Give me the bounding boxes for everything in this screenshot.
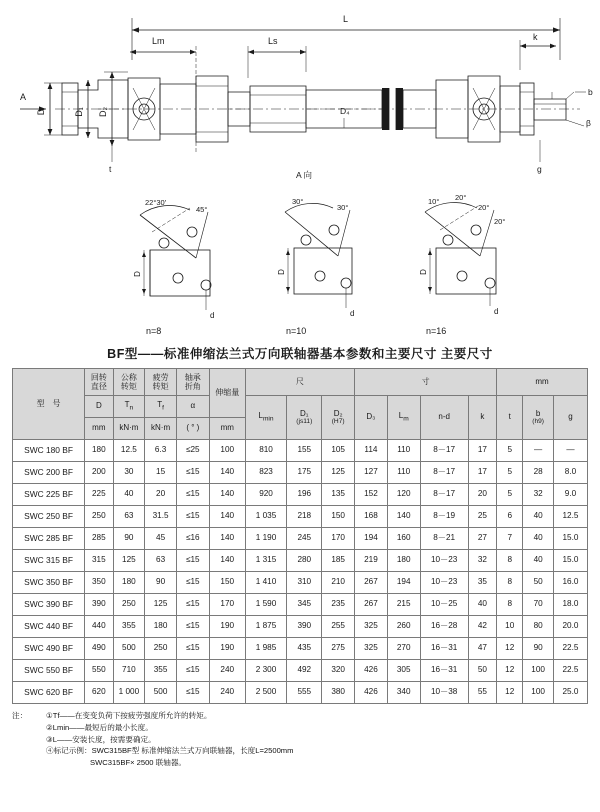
- table-row: [13, 528, 588, 550]
- cell-Lmin: 1 315: [245, 550, 287, 572]
- cell-nd: 8－17: [420, 462, 468, 484]
- cell-b: 40: [523, 506, 554, 528]
- th-dims-group-2: 寸: [355, 369, 497, 396]
- cell-D2: 125: [322, 462, 355, 484]
- cell-nd: 8－19: [420, 506, 468, 528]
- cell-Tf: 15: [145, 462, 177, 484]
- th-col-t: t: [497, 396, 523, 440]
- cell-nd: 10－38: [420, 682, 468, 704]
- cell-Tf: 20: [145, 484, 177, 506]
- cell-k: 47: [468, 638, 496, 660]
- cell-D1: 155: [287, 440, 322, 462]
- note-num-3: ④标记示例：: [46, 746, 92, 756]
- table-row: [13, 484, 588, 506]
- cell-Lm: 260: [387, 616, 420, 638]
- cell-Ls: 140: [209, 528, 245, 550]
- cell-D1: 175: [287, 462, 322, 484]
- cell-D1: 390: [287, 616, 322, 638]
- th-col-Lm: $L_m$: [387, 396, 420, 440]
- cell-t: 12: [497, 660, 523, 682]
- th-col-D2: D₂ (H7): [322, 396, 355, 440]
- cell-model: SWC 250 BF: [13, 506, 85, 528]
- th-dims-group-1: 尺: [245, 369, 354, 396]
- cell-D2: 210: [322, 572, 355, 594]
- cell-b: 80: [523, 616, 554, 638]
- cell-alpha: ≤15: [176, 616, 209, 638]
- note-body-1: 最短后的最小长度。: [84, 722, 153, 732]
- dim-label-D: D: [36, 108, 46, 116]
- th-unit-knm-1: kN·m: [113, 418, 145, 440]
- cell-model: SWC 315 BF: [13, 550, 85, 572]
- note-row-3: [12, 745, 588, 757]
- cell-D3: 426: [355, 682, 388, 704]
- specification-table: [12, 368, 588, 704]
- cell-Lmin: 1 875: [245, 616, 287, 638]
- th-col-Lmin: $L_{min}$: [245, 396, 287, 440]
- cell-b: —: [523, 440, 554, 462]
- cell-Tn: 63: [113, 506, 145, 528]
- cell-alpha: ≤15: [176, 594, 209, 616]
- cell-D: 390: [85, 594, 113, 616]
- cell-Ls: 140: [209, 550, 245, 572]
- cell-D3: 168: [355, 506, 388, 528]
- cell-D1: 218: [287, 506, 322, 528]
- cell-Lm: 305: [387, 660, 420, 682]
- cell-Lmin: 823: [245, 462, 287, 484]
- cell-b: 100: [523, 682, 554, 704]
- cell-Tn: 1 000: [113, 682, 145, 704]
- cell-nd: 8－21: [420, 528, 468, 550]
- cell-g: 16.0: [553, 572, 587, 594]
- table-row: [13, 682, 588, 704]
- th-model: 型 号: [13, 369, 85, 440]
- angle-20-b: 20°: [478, 203, 490, 212]
- cell-D1: 555: [287, 682, 322, 704]
- table-row: [13, 594, 588, 616]
- cell-Lm: 160: [387, 528, 420, 550]
- angle-22-30: 22°30': [145, 198, 167, 207]
- cell-Tf: 125: [145, 594, 177, 616]
- cell-k: 17: [468, 462, 496, 484]
- dim-label-L: L: [343, 14, 349, 24]
- cell-alpha: ≤15: [176, 660, 209, 682]
- cell-D: 350: [85, 572, 113, 594]
- th-col-b: b (h9): [523, 396, 554, 440]
- cell-D2: 135: [322, 484, 355, 506]
- note-body-0: 在变变负荷下按疲劳强度所允许的转矩。: [74, 711, 212, 720]
- cell-D3: 426: [355, 660, 388, 682]
- cell-nd: 10－23: [420, 550, 468, 572]
- angle-30-a: 30°: [292, 197, 304, 206]
- cell-g: —: [553, 440, 587, 462]
- cell-t: 12: [497, 638, 523, 660]
- th-sym-D: D: [85, 396, 113, 418]
- cell-D2: 170: [322, 528, 355, 550]
- cell-Tn: 90: [113, 528, 145, 550]
- note-row-4: [12, 757, 588, 769]
- cell-Ls: 100: [209, 440, 245, 462]
- cell-nd: 10－25: [420, 594, 468, 616]
- bottom-d-label-1: d: [210, 311, 215, 320]
- cell-D1: 345: [287, 594, 322, 616]
- cell-nd: 8－17: [420, 440, 468, 462]
- cell-D3: 219: [355, 550, 388, 572]
- th-extension: 伸缩量: [209, 369, 245, 418]
- cell-D1: 196: [287, 484, 322, 506]
- cell-Ls: 170: [209, 594, 245, 616]
- cell-Tn: 180: [113, 572, 145, 594]
- cell-Lm: 340: [387, 682, 420, 704]
- cell-Tn: 710: [113, 660, 145, 682]
- cell-Lmin: 1 035: [245, 506, 287, 528]
- note-row-2: [12, 734, 588, 746]
- cell-g: 20.0: [553, 616, 587, 638]
- cell-Tf: 90: [145, 572, 177, 594]
- th-col-nd: n-d: [420, 396, 468, 440]
- th-bearing-angle: 轴承 折角: [176, 369, 209, 396]
- cell-nd: 16－28: [420, 616, 468, 638]
- cell-g: 9.0: [553, 484, 587, 506]
- cell-D3: 267: [355, 572, 388, 594]
- cell-D1: 245: [287, 528, 322, 550]
- cell-t: 5: [497, 440, 523, 462]
- note-body-4: SWC315BF× 2500 联轴器。: [90, 758, 187, 768]
- note-body-2: 安装长度，按需要确定。: [72, 734, 156, 744]
- cell-Tn: 355: [113, 616, 145, 638]
- view-arrow-A: A: [20, 92, 27, 102]
- cell-Ls: 140: [209, 484, 245, 506]
- dim-label-Ls: Ls: [268, 36, 278, 46]
- cell-k: 20: [468, 484, 496, 506]
- cell-t: 8: [497, 572, 523, 594]
- table-row: [13, 462, 588, 484]
- cell-model: SWC 285 BF: [13, 528, 85, 550]
- cell-Lm: 270: [387, 638, 420, 660]
- cell-model: SWC 200 BF: [13, 462, 85, 484]
- table-row: [13, 550, 588, 572]
- cell-model: SWC 350 BF: [13, 572, 85, 594]
- dim-label-k: k: [533, 32, 538, 42]
- cell-Tf: 500: [145, 682, 177, 704]
- cell-model: SWC 490 BF: [13, 638, 85, 660]
- table-title: BF型——标准伸缩法兰式万向联轴器基本参数和主要尺寸 主要尺寸: [107, 347, 493, 361]
- cell-t: 12: [497, 682, 523, 704]
- cell-alpha: ≤15: [176, 462, 209, 484]
- dim-label-D1: D₁: [74, 107, 84, 117]
- th-fatigue-torque: 疲劳 转矩: [145, 369, 177, 396]
- cell-D1: 492: [287, 660, 322, 682]
- cell-D: 315: [85, 550, 113, 572]
- th-col-g: g: [553, 396, 587, 440]
- table-row: [13, 660, 588, 682]
- angle-20-c: 20°: [494, 217, 506, 226]
- cell-Tf: 45: [145, 528, 177, 550]
- cell-Lm: 194: [387, 572, 420, 594]
- note-row-1: [12, 722, 588, 734]
- cell-model: SWC 180 BF: [13, 440, 85, 462]
- cell-t: 5: [497, 462, 523, 484]
- table-row: [13, 440, 588, 462]
- cell-t: 7: [497, 528, 523, 550]
- cell-D1: 310: [287, 572, 322, 594]
- cell-alpha: ≤25: [176, 440, 209, 462]
- cell-b: 40: [523, 528, 554, 550]
- cell-k: 17: [468, 440, 496, 462]
- th-sym-Tn: $T_n$: [113, 396, 145, 418]
- hole-count-n8: n=8: [146, 326, 162, 336]
- th-sym-alpha: α: [176, 396, 209, 418]
- note-row-0: [12, 710, 588, 722]
- cell-Tf: 180: [145, 616, 177, 638]
- cell-k: 55: [468, 682, 496, 704]
- cell-alpha: ≤15: [176, 484, 209, 506]
- cell-nd: 16－31: [420, 638, 468, 660]
- cell-b: 28: [523, 462, 554, 484]
- cell-t: 10: [497, 616, 523, 638]
- th-col-D3: D₃: [355, 396, 388, 440]
- angle-45: 45°: [196, 205, 208, 214]
- dim-label-D4: D₄: [340, 106, 350, 116]
- angle-30-b: 30°: [337, 203, 349, 212]
- cell-D: 440: [85, 616, 113, 638]
- cell-t: 8: [497, 594, 523, 616]
- cell-g: 22.5: [553, 660, 587, 682]
- cell-g: 15.0: [553, 550, 587, 572]
- cell-Tf: 250: [145, 638, 177, 660]
- cell-k: 42: [468, 616, 496, 638]
- bottom-D-label-2: D: [277, 269, 286, 275]
- th-unit-mm-2: mm: [209, 418, 245, 440]
- cell-D2: 380: [322, 682, 355, 704]
- cell-alpha: ≤15: [176, 550, 209, 572]
- cell-g: 22.5: [553, 638, 587, 660]
- cell-Lmin: 1 410: [245, 572, 287, 594]
- cell-k: 27: [468, 528, 496, 550]
- cell-alpha: ≤16: [176, 528, 209, 550]
- cell-model: SWC 440 BF: [13, 616, 85, 638]
- technical-drawing: [0, 0, 600, 340]
- cell-D2: 105: [322, 440, 355, 462]
- cell-D2: 320: [322, 660, 355, 682]
- cell-Lmin: 920: [245, 484, 287, 506]
- cell-Lmin: 1 190: [245, 528, 287, 550]
- cell-model: SWC 225 BF: [13, 484, 85, 506]
- cell-Tn: 250: [113, 594, 145, 616]
- cell-t: 5: [497, 484, 523, 506]
- cell-D: 200: [85, 462, 113, 484]
- cell-D3: 127: [355, 462, 388, 484]
- cell-Lm: 140: [387, 506, 420, 528]
- cell-Lmin: 1 985: [245, 638, 287, 660]
- cell-Tf: 6.3: [145, 440, 177, 462]
- cell-g: 15.0: [553, 528, 587, 550]
- note-num-1: ②Lmin——: [46, 722, 85, 732]
- dim-label-b: b: [588, 87, 593, 97]
- cell-Tf: 31.5: [145, 506, 177, 528]
- bottom-d-label-2: d: [350, 309, 355, 318]
- cell-k: 40: [468, 594, 496, 616]
- th-unit-knm-2: kN·m: [145, 418, 177, 440]
- cell-Tf: 355: [145, 660, 177, 682]
- cell-model: SWC 550 BF: [13, 660, 85, 682]
- angle-20-a: 20°: [455, 193, 467, 202]
- cell-g: 8.0: [553, 462, 587, 484]
- cell-g: 25.0: [553, 682, 587, 704]
- cell-b: 32: [523, 484, 554, 506]
- cell-Lm: 120: [387, 484, 420, 506]
- cell-alpha: ≤15: [176, 506, 209, 528]
- th-sym-Tf: $T_f$: [145, 396, 177, 418]
- cell-Tn: 125: [113, 550, 145, 572]
- th-unit-deg: ( ° ): [176, 418, 209, 440]
- note-body-3: SWC315BF型 标准伸缩法兰式万向联轴器，长度L=2500mm: [91, 746, 294, 756]
- hole-count-n16: n=16: [426, 326, 447, 336]
- notes-block: [12, 710, 588, 769]
- note-num-2: ③L——: [46, 734, 73, 744]
- cell-D: 550: [85, 660, 113, 682]
- cell-D3: 325: [355, 638, 388, 660]
- cell-nd: 16－31: [420, 660, 468, 682]
- cell-Ls: 150: [209, 572, 245, 594]
- cell-D: 250: [85, 506, 113, 528]
- angle-10: 10°: [428, 197, 440, 206]
- cell-D3: 114: [355, 440, 388, 462]
- cell-Tn: 40: [113, 484, 145, 506]
- cell-D: 225: [85, 484, 113, 506]
- cell-D3: 325: [355, 616, 388, 638]
- hole-count-n10: n=10: [286, 326, 307, 336]
- cell-Ls: 240: [209, 660, 245, 682]
- dim-label-D2: D₂: [98, 107, 108, 117]
- table-row: [13, 616, 588, 638]
- cell-g: 18.0: [553, 594, 587, 616]
- bottom-d-label-3: d: [494, 307, 499, 316]
- cell-b: 50: [523, 572, 554, 594]
- cell-b: 100: [523, 660, 554, 682]
- cell-model: SWC 390 BF: [13, 594, 85, 616]
- cell-D: 620: [85, 682, 113, 704]
- cell-k: 35: [468, 572, 496, 594]
- note-text-0: [46, 710, 588, 722]
- cell-Lmin: 1 590: [245, 594, 287, 616]
- cell-k: 32: [468, 550, 496, 572]
- cell-t: 8: [497, 550, 523, 572]
- cell-Lmin: 810: [245, 440, 287, 462]
- table-body: [13, 440, 588, 704]
- cell-k: 25: [468, 506, 496, 528]
- cell-D2: 255: [322, 616, 355, 638]
- cell-D1: 280: [287, 550, 322, 572]
- cell-D3: 152: [355, 484, 388, 506]
- cell-nd: 10－23: [420, 572, 468, 594]
- cell-alpha: ≤15: [176, 682, 209, 704]
- dim-label-g: g: [537, 164, 542, 174]
- cell-D2: 235: [322, 594, 355, 616]
- cell-alpha: ≤15: [176, 638, 209, 660]
- th-nominal-torque: 公称 转矩: [113, 369, 145, 396]
- bottom-D-label-1: D: [133, 271, 142, 277]
- cell-D3: 267: [355, 594, 388, 616]
- cell-b: 40: [523, 550, 554, 572]
- th-dims-unit: mm: [497, 369, 588, 396]
- th-rot-dia: 回转 直径: [85, 369, 113, 396]
- cell-Lmin: 2 300: [245, 660, 287, 682]
- bottom-D-label-3: D: [419, 269, 428, 275]
- cell-Ls: 240: [209, 682, 245, 704]
- th-col-D1: D₁ (js11): [287, 396, 322, 440]
- cell-nd: 8－17: [420, 484, 468, 506]
- cell-Lm: 110: [387, 440, 420, 462]
- cell-D2: 275: [322, 638, 355, 660]
- note-num-0: ①Tf——: [46, 711, 75, 720]
- cell-D: 285: [85, 528, 113, 550]
- th-unit-mm: mm: [85, 418, 113, 440]
- cell-D: 490: [85, 638, 113, 660]
- cell-model: SWC 620 BF: [13, 682, 85, 704]
- dim-label-beta: β: [586, 118, 591, 128]
- cell-Ls: 140: [209, 462, 245, 484]
- notes-label: 注：: [12, 711, 28, 720]
- cell-Tf: 63: [145, 550, 177, 572]
- cell-D2: 150: [322, 506, 355, 528]
- cell-Tn: 30: [113, 462, 145, 484]
- table-row: [13, 572, 588, 594]
- cell-b: 70: [523, 594, 554, 616]
- cell-Lm: 215: [387, 594, 420, 616]
- cell-g: 12.5: [553, 506, 587, 528]
- cell-alpha: ≤15: [176, 572, 209, 594]
- cell-b: 90: [523, 638, 554, 660]
- table-row: [13, 506, 588, 528]
- cell-D: 180: [85, 440, 113, 462]
- dim-label-t: t: [109, 164, 112, 174]
- cell-Lm: 110: [387, 462, 420, 484]
- cell-D1: 435: [287, 638, 322, 660]
- cell-t: 6: [497, 506, 523, 528]
- cell-Ls: 140: [209, 506, 245, 528]
- cell-Lmin: 2 500: [245, 682, 287, 704]
- cell-Tn: 12.5: [113, 440, 145, 462]
- cell-k: 50: [468, 660, 496, 682]
- cell-Lm: 180: [387, 550, 420, 572]
- cell-D3: 194: [355, 528, 388, 550]
- cell-Tn: 500: [113, 638, 145, 660]
- view-direction-A: A 向: [296, 170, 313, 180]
- cell-D2: 185: [322, 550, 355, 572]
- cell-Ls: 190: [209, 638, 245, 660]
- dim-label-Lm: Lm: [152, 36, 165, 46]
- table-row: [13, 638, 588, 660]
- cell-Ls: 190: [209, 616, 245, 638]
- th-col-k: k: [468, 396, 496, 440]
